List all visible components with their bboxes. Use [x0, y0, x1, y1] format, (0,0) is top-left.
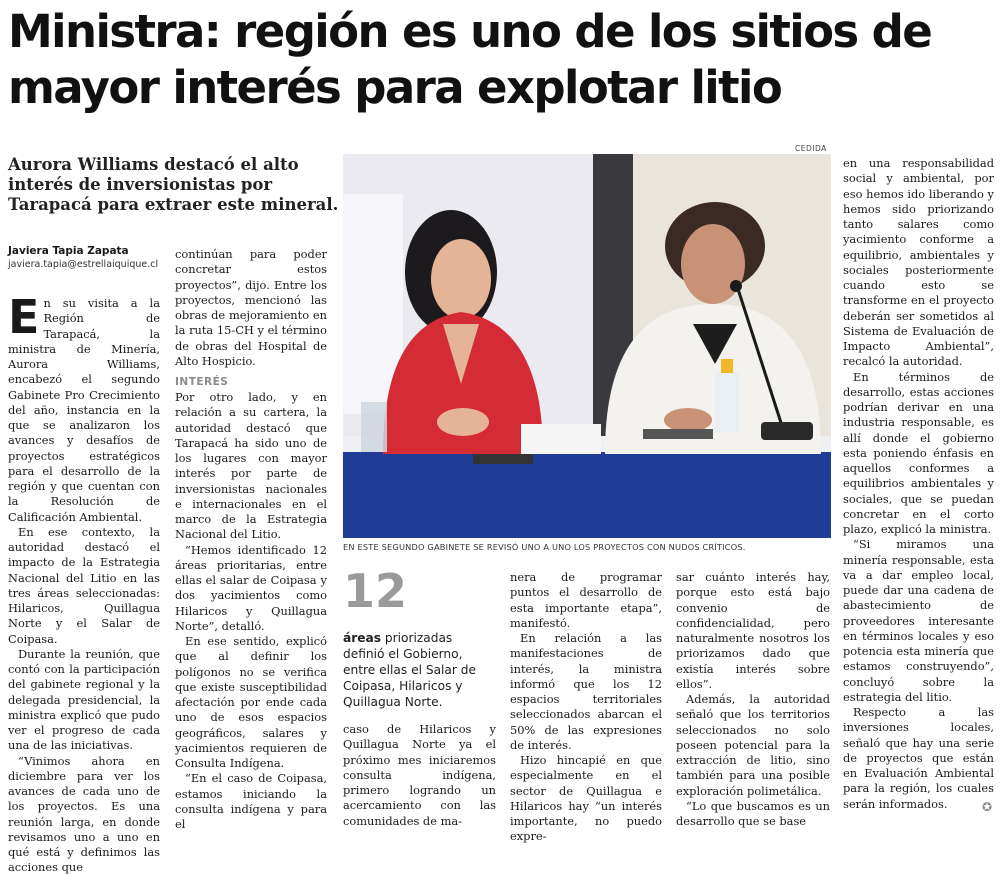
paragraph: Durante la reunión, que contó con la participación del gabinete regional y la delegada presidencial, la ministra explicó que pudo ver el progreso de cada una de las iniciativas. [8, 646, 160, 753]
paragraph: “Vinimos ahora en diciembre para ver los avances de cada uno de los proyectos. Es una reunión larga, en donde revisamos uno a uno en qué está y definimos las acciones que [8, 753, 160, 875]
section-heading-interes: INTERÉS [175, 376, 229, 388]
factbox-number: 12 [343, 564, 408, 618]
paragraph: nera de programar puntos el desarrollo de esta importante etapa”, manifestó. [510, 570, 662, 630]
paragraph: “En el caso de Coipasa, estamos iniciando la consulta indígena y para el [175, 771, 327, 831]
paragraph: “Lo que buscamos es un desarrollo que se base [676, 798, 830, 828]
subheadline [8, 155, 338, 215]
article-column-3 [343, 722, 496, 829]
paragraph: En ese sentido, explicó que al definir los polígonos no se verifica que existe susceptibilidad afectación por ende cada uno de esos espacios geográficos, salares y yacimientos requieren de Consulta Indígena. [175, 634, 327, 770]
headline [8, 4, 993, 116]
paragraph: Además, la autoridad señaló que los territorios seleccionados no solo poseen potencial para la extracción de litio, sino también para una posible exploración polimetálica. [676, 692, 830, 798]
author-email: javiera.tapia@estrellaiquique.cl [8, 259, 159, 270]
paragraph: En ese contexto, la autoridad destacó el impacto de la Estrategia Nacional del Litio en las tres áreas seleccionadas: Hilaricos, Quillagua Norte y el Salar de Coipasa. [8, 524, 160, 646]
lead-text: n su visita a la Región de Tarapacá, la ministra de Minería, Aurora Williams, encabezó el segundo Gabinete Pro Crecimiento del año, instancia en la que se analizaron los avances y desafíos de proyectos estratégicos para el desarrollo de la región y que cuentan con la Resolución de Calificación Ambiental. [8, 296, 160, 524]
headline-line-2: mayor interés para explotar litio [8, 61, 782, 114]
article-column-2 [175, 247, 327, 832]
byline [8, 245, 173, 271]
article-column-1 [8, 290, 160, 876]
paragraph: sar cuánto interés hay, porque esto está bajo convenio de confidencialidad, pero naturalmente nosotros los priorizamos dado que existía interés sobre ellos”. [676, 570, 830, 691]
author-name: Javiera Tapia Zapata [8, 245, 129, 257]
headline-line-1: Ministra: región es uno de los sitios de [8, 5, 932, 58]
paragraph: “Si miramos una minería responsable, esta va a dar empleo local, puede dar una cadena de abastecimiento de proveedores interesante en términos locales y eso potencia esta minería que estamos construyendo”, concluyó sobre la estrategia del litio. [843, 537, 994, 704]
drop-cap: E [8, 290, 40, 344]
lead-paragraph [8, 290, 160, 525]
paragraph: Por otro lado, y en relación a su cartera, la autoridad destacó que Tarapacá ha sido uno de los lugares con mayor interés por parte de inversionistas nacionales e internacionales en el marco de la Estrategia Nacional del Litio. [175, 390, 327, 542]
paragraph: En relación a las manifestaciones de interés, la ministra informó que los 12 espacios territoriales seleccionados abarcan el 50% de las expresiones de interés. [510, 631, 662, 752]
paragraph: Respecto a las inversiones locales, señaló que hay una serie de proyectos que están en Evaluación Ambiental para la región, los cuales serán informados. [843, 705, 994, 811]
photo-credit: CEDIDA [795, 144, 827, 153]
paragraph: caso de Hilaricos y Quillagua Norte ya el próximo mes iniciaremos consulta indígena, primero logrando un acercamiento con las comunidades de ma- [343, 722, 496, 828]
press-photo [343, 154, 831, 538]
subheadline-line-2: interés de inversionistas por [8, 175, 273, 194]
subheadline-line-1: Aurora Williams destacó el alto [8, 155, 299, 174]
paragraph: Hizo hincapié en que especialmente en el sector de Quillagua e Hilaricos hay “un interés importante, no puedo expre- [510, 753, 662, 844]
paragraph: en una responsabilidad social y ambiental, por eso hemos ido liberando y hemos sido priorizando tanto salares como yacimiento conforme a equilibrio, ambientales y sociales posteriormente cuando esto se transforme en el proyecto deberán ser sometidos al Sistema de Evaluación de Impacto Ambiental”, recalcó la autoridad. [843, 156, 994, 369]
factbox-text [343, 630, 496, 710]
subheadline-line-3: Tarapacá para extraer este mineral. [8, 195, 339, 214]
paragraph: “Hemos identificado 12 áreas prioritarias, entre ellas el salar de Coipasa y dos yacimientos como Hilaricos y Quillagua Norte”, detalló. [175, 542, 327, 633]
end-mark-icon: ✪ [982, 800, 993, 814]
article-column-4 [510, 570, 662, 845]
factbox-bold: áreas [343, 631, 381, 645]
article-column-5 [676, 570, 830, 829]
photo-illustration [343, 154, 831, 538]
factbox-body: priorizadas definió el Gobierno, entre ellas el Salar de Coipasa, Hilaricos y Quillagua Norte. [343, 631, 477, 709]
paragraph: En términos de desarrollo, estas acciones podrían derivar en una industria responsable, es allí donde el gobierno esta poniendo énfasis en aquellos conformes a equilibrios ambientales y sociales, que se puedan concretar en el corto plazo, explicó la ministra. [843, 369, 994, 536]
article-column-6 [843, 156, 994, 812]
paragraph: continúan para poder concretar estos proyectos”, dijo. Entre los proyectos, mencionó las obras de mejoramiento en la ruta 15-CH y el término de obras del Hospital de Alto Hospicio. [175, 247, 327, 368]
photo-caption: EN ESTE SEGUNDO GABINETE SE REVISÓ UNO A UNO LOS PROYECTOS CON NUDOS CRÍTICOS. [343, 542, 746, 552]
